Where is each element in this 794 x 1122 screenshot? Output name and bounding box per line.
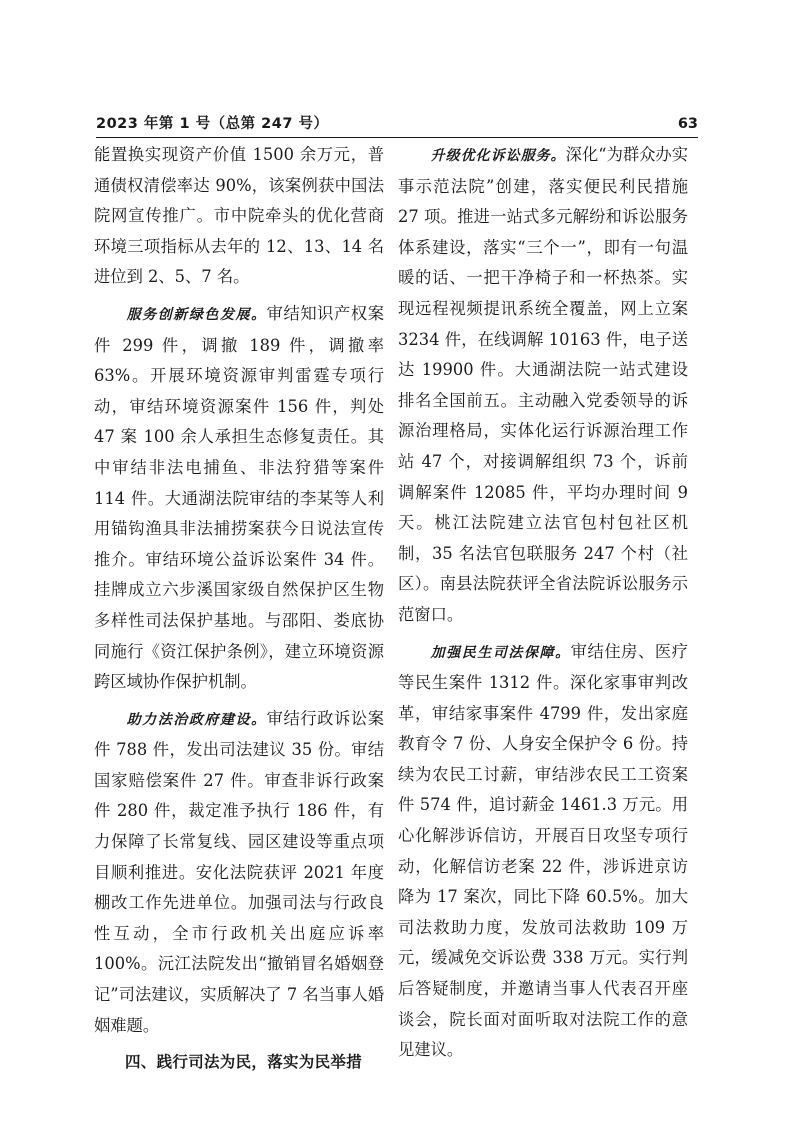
section-heading: 四、践行司法为民，落实为民举措 bbox=[125, 1053, 363, 1072]
issue-label: 2023 年第 1 号（总第 247 号） bbox=[96, 116, 329, 132]
paragraph-litigation-services bbox=[398, 140, 688, 631]
paragraph-green-development bbox=[94, 299, 384, 698]
left-column bbox=[94, 140, 384, 1078]
paragraph-body: 审结知识产权案件 299 件，调撤 189 件，调撤率 63%。开展环境资源审判雷霆专项行动，审结环境资源案件 156 件，判处 47 案 100 余人承担生态修复责任。其中审结非法电捕鱼、非法狩猎等案件 114 件。大通湖法院审结的李某等人利用锚钩渔具非法捕捞案获今日说法宣传推介。审结环境公益诉讼案件 34 件。挂牌成立六步溪国家级自然保护区生物多样性司法保护基地。与邵阳、娄底协同施行《资江保护条例》，建立环境资源跨区域协作保护机制。 bbox=[94, 303, 384, 692]
page-number: 63 bbox=[677, 116, 698, 132]
paragraph-lead-heading: 加强民生司法保障。 bbox=[430, 644, 571, 661]
paragraph-continued: 能置换实现资产价值 1500 余万元，普通债权清偿率达 90%，该案例获中国法院网宣传推广。市中院牵头的优化营商环境三项指标从去年的 12、13、14 名进位到 2、5、7 名。 bbox=[94, 145, 384, 287]
paragraph-lead-heading: 服务创新绿色发展。 bbox=[126, 306, 267, 323]
paragraph-lead-heading: 助力法治政府建设。 bbox=[126, 711, 267, 728]
paragraph-body: 审结行政诉讼案件 788 件，发出司法建议 35 份。审结国家赔偿案件 27 件。审查非诉行政案件 280 件，裁定准予执行 186 件，有力保障了长常复线、园区建设等重点项目顺利推进。安化法院获评 2021 年度棚改工作先进单位。加强司法与行政良性互动，全市行政机关出庭应诉率 100%。沅江法院发出“撤销冒名婚姻登记”司法建议，实质解决了 7 名当事人婚姻难题。 bbox=[94, 708, 384, 1035]
paragraph-body: 深化“为群众办实事示范法院”创建，落实便民利民措施 27 项。推进一站式多元解纷和诉讼服务体系建设，落实“三个一”，即有一句温暖的话、一把干净椅子和一杯热茶。实现远程视频提讯系统全覆盖，网上立案 3234 件，在线调解 10163 件，电子送达 19900 件。大通湖法院一站式建设排名全国前五。主动融入党委领导的诉源治理格局，实体化运行诉源治理工作站 47 个，对接调解组织 73 个，诉前调解案件 12085 件，平均办理时间 9 天。桃江法院建立法官包村包社区机制，35 名法官包联服务 247 个村（社区）。南县法院获评全省法院诉讼服务示范窗口。 bbox=[398, 145, 688, 624]
running-header bbox=[96, 114, 698, 138]
header-rule bbox=[96, 137, 698, 138]
paragraph-rule-of-law-government bbox=[94, 704, 384, 1042]
right-column bbox=[398, 140, 688, 1066]
paragraph-livelihood-protection bbox=[398, 637, 688, 1066]
paragraph-lead-heading: 升级优化诉讼服务。 bbox=[430, 148, 566, 164]
paragraph-body: 审结住房、医疗等民生案件 1312 件。深化家事审判改革，审结家事案件 4799 件，发出家庭教育令 7 份、人身安全保护令 6 份。持续为农民工讨薪，审结涉农民工工资案件 574 件，追讨薪金 1461.3 万元。用心化解涉诉信访，开展百日攻坚专项行动，化解信访老案 22 件，涉诉进京访降为 17 案次，同比下降 60.5%。加大司法救助力度，发放司法救助 109 万元，缓减免交诉讼费 338 万元。实行判后答疑制度，并邀请当事人代表召开座谈会，院长面对面听取对法院工作的意见建议。 bbox=[398, 641, 688, 1060]
